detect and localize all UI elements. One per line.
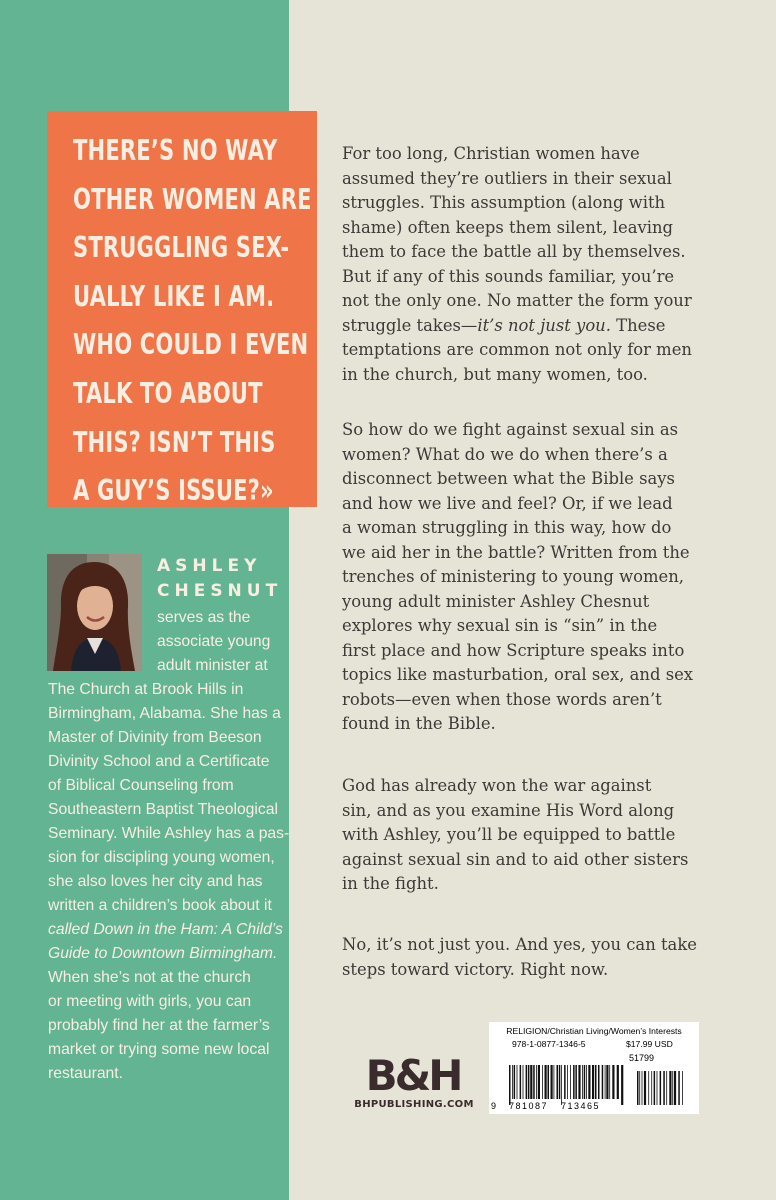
- body-line: we aid her in the battle? Written from the: [342, 542, 690, 562]
- logo-wordmark: B&H: [365, 1051, 461, 1096]
- author-name-first: ASHLEY: [157, 556, 262, 576]
- barcode-addon-bar: [651, 1071, 652, 1105]
- bio-line: The Church at Brook Hills in: [48, 681, 244, 698]
- barcode-addon-bar: [674, 1071, 676, 1105]
- body-line: God has already won the war against: [342, 776, 652, 795]
- barcode-bar: [561, 1065, 562, 1105]
- pull-quote-line: STRUGGLING SEX-: [73, 231, 290, 265]
- barcode-bar: [512, 1065, 513, 1099]
- barcode-bar: [584, 1065, 586, 1099]
- barcode-bar: [575, 1065, 577, 1099]
- barcode-addon-bar: [644, 1071, 646, 1105]
- bio-line: serves as the: [157, 609, 251, 626]
- pull-quote-line: WHO COULD I EVEN: [73, 328, 309, 362]
- pull-quote-line: TALK TO ABOUT: [73, 376, 263, 410]
- pull-quote-line: A GUY’S ISSUE?»: [73, 474, 274, 508]
- body-line: struggles. This assumption (along with: [342, 193, 666, 212]
- barcode-bar: [530, 1065, 532, 1099]
- barcode-bar: [567, 1065, 568, 1099]
- bio-line: she also loves her city and has: [48, 873, 263, 890]
- barcode-addon-bar: [642, 1071, 643, 1105]
- body-line-segment: These: [610, 315, 666, 335]
- barcode-addon-bar: [660, 1071, 662, 1105]
- barcode-bar: [554, 1065, 555, 1099]
- body-line: assumed they’re outliers in their sexual: [342, 168, 672, 188]
- barcode-bar: [528, 1065, 530, 1099]
- body-line: found in the Bible.: [342, 714, 496, 733]
- bio-line: When she’s not at the church: [48, 969, 251, 986]
- barcode-bar: [564, 1065, 566, 1099]
- body-paragraph-1: [342, 142, 692, 387]
- bio-line: called Down in the Ham: A Child’s: [48, 921, 283, 938]
- body-line: women? What do we do when there’s a: [342, 444, 668, 464]
- bio-line: written a children’s book about it: [48, 897, 272, 914]
- barcode-addon-bar: [639, 1071, 640, 1105]
- barcode-bar: [595, 1065, 597, 1099]
- body-line: sin, and as you examine His Word along: [342, 800, 675, 820]
- body-line: For too long, Christian women have: [342, 144, 640, 163]
- author-photo: [47, 554, 142, 671]
- bio-line: Southeastern Baptist Theological: [48, 801, 278, 818]
- bio-line: restaurant.: [48, 1065, 123, 1082]
- barcode-addon-bar: [657, 1071, 658, 1105]
- barcode-bar: [602, 1065, 604, 1099]
- bio-line: Birmingham, Alabama. She has a: [48, 705, 281, 722]
- barcode-addon-bar: [669, 1071, 671, 1105]
- body-line: No, it’s not just you. And yes, you can take: [342, 935, 697, 954]
- pull-quote-box: [47, 111, 317, 507]
- barcode-bar: [533, 1065, 535, 1099]
- barcode-bar: [605, 1065, 606, 1099]
- body-line: trenches of ministering to young women,: [342, 567, 685, 586]
- body-line: in the church, but many women, too.: [342, 364, 648, 384]
- barcode-bars-icon: [497, 1065, 697, 1105]
- barcode-bar: [542, 1065, 543, 1099]
- barcode-digits-left: 781087: [509, 1101, 549, 1111]
- barcode-addon-bar: [648, 1071, 649, 1105]
- barcode-addon-bar: [678, 1071, 680, 1105]
- barcode-addon-bar: [663, 1071, 665, 1105]
- body-line: [342, 314, 692, 339]
- bio-line: or meeting with girls, you can: [48, 993, 252, 1010]
- barcode-bar: [523, 1065, 524, 1099]
- barcode-addon-bar: [654, 1071, 656, 1105]
- bio-line: probably find her at the farmer’s: [48, 1017, 270, 1034]
- bio-line: Divinity School and a Certificate: [48, 753, 270, 770]
- barcode-label: [489, 1022, 699, 1114]
- body-line: them to face the battle all by themselves.: [342, 242, 686, 261]
- body-line: steps toward victory. Right now.: [342, 959, 609, 979]
- body-line: in the fight.: [342, 874, 439, 893]
- bio-line: Master of Divinity from Beeson: [48, 729, 262, 746]
- body-paragraph-4: [342, 933, 697, 982]
- barcode-bar: [538, 1065, 540, 1099]
- barcode-bar: [536, 1065, 537, 1099]
- pull-quote-line: THIS? ISN’T THIS: [73, 425, 276, 459]
- author-name: [157, 554, 282, 604]
- body-line: and how we live and feel? Or, if we lead: [342, 493, 673, 513]
- body-line: first place and how Scripture speaks into: [342, 640, 685, 660]
- barcode-addon-bar: [637, 1071, 639, 1105]
- barcode-bar: [578, 1065, 580, 1099]
- barcode-addon-bar: [682, 1071, 683, 1105]
- body-paragraph-2: [342, 418, 693, 737]
- barcode-bar: [570, 1065, 571, 1099]
- body-line-emphasis: it’s not just you.: [477, 315, 611, 335]
- body-line: But if any of this sounds familiar, you’re: [342, 266, 675, 286]
- body-line-segment: struggle takes—: [342, 315, 478, 335]
- body-line: not the only one. No matter the form your: [342, 291, 692, 310]
- publisher-url: BHPUBLISHING.COM: [354, 1099, 474, 1110]
- bio-line: of Biblical Counseling from: [48, 777, 234, 794]
- barcode-bar: [551, 1065, 553, 1099]
- barcode-bar: [509, 1065, 511, 1105]
- barcode-price: $17.99 USD: [626, 1039, 673, 1049]
- barcode-bar: [606, 1065, 608, 1099]
- bio-line: market or trying some new local: [48, 1041, 270, 1058]
- barcode-bar: [612, 1065, 614, 1099]
- author-portrait-icon: [47, 554, 142, 671]
- body-line: So how do we fight against sexual sin as: [342, 420, 679, 439]
- pull-quote-line: THERE’S NO WAY: [73, 134, 278, 167]
- body-line: temptations are common not only for men: [342, 340, 692, 359]
- barcode-bar: [592, 1065, 594, 1099]
- barcode-bar: [598, 1065, 600, 1099]
- barcode-bar: [559, 1065, 561, 1099]
- body-line: disconnect between what the Bible says: [342, 469, 675, 488]
- barcode-digit-lead: 9: [491, 1101, 497, 1111]
- barcode-addon-bar: [672, 1071, 673, 1105]
- barcode-bar: [588, 1065, 590, 1099]
- barcode-bar: [557, 1065, 559, 1099]
- body-line: robots—even when those words aren’t: [342, 689, 662, 709]
- bio-line: Seminary. While Ashley has a pas-: [48, 825, 290, 842]
- pull-quote-line: UALLY LIKE I AM.: [73, 279, 275, 313]
- body-line: young adult minister Ashley Chesnut: [342, 591, 650, 611]
- bio-line: adult minister at: [157, 657, 268, 674]
- pull-quote-line: OTHER WOMEN ARE: [73, 182, 312, 216]
- barcode-bar: [582, 1065, 583, 1099]
- barcode-bar: [621, 1065, 623, 1105]
- barcode-bar: [573, 1065, 575, 1099]
- barcode-bar: [545, 1065, 547, 1099]
- bio-line: Guide to Downtown Birmingham.: [48, 945, 278, 962]
- barcode-addon-digits: 51799: [629, 1053, 655, 1063]
- barcode-isbn: 978-1-0877-1346-5: [512, 1039, 586, 1049]
- barcode-bar: [609, 1065, 610, 1099]
- bio-line: associate young: [157, 633, 271, 650]
- bio-line: sion for discipling young women,: [48, 849, 275, 866]
- body-paragraph-3: [342, 774, 688, 897]
- barcode-bar: [548, 1065, 550, 1099]
- body-line: explores why sexual sin is “sin” in the: [342, 616, 658, 635]
- body-line: shame) often keeps them silent, leaving: [342, 217, 674, 237]
- body-line: with Ashley, you’ll be equipped to battle: [342, 825, 676, 844]
- barcode-bar: [520, 1065, 522, 1099]
- barcode-bar: [514, 1065, 516, 1099]
- barcode-bar: [526, 1065, 528, 1099]
- barcode-addon-bar: [666, 1071, 667, 1105]
- author-name-last: CHESNUT: [157, 581, 283, 601]
- barcode-category: RELIGION/Christian Living/Women’s Interests: [506, 1026, 682, 1036]
- body-line: topics like masturbation, oral sex, and sex: [342, 665, 694, 684]
- barcode-bar: [517, 1065, 518, 1099]
- barcode-bar: [617, 1065, 619, 1099]
- bh-logo-icon: [364, 1050, 462, 1096]
- barcode-digits-right: 713465: [561, 1101, 601, 1111]
- body-line: a woman struggling in this way, how do: [342, 518, 672, 537]
- body-line: against sexual sin and to aid other sisters: [342, 849, 689, 869]
- barcode-bar: [586, 1065, 587, 1099]
